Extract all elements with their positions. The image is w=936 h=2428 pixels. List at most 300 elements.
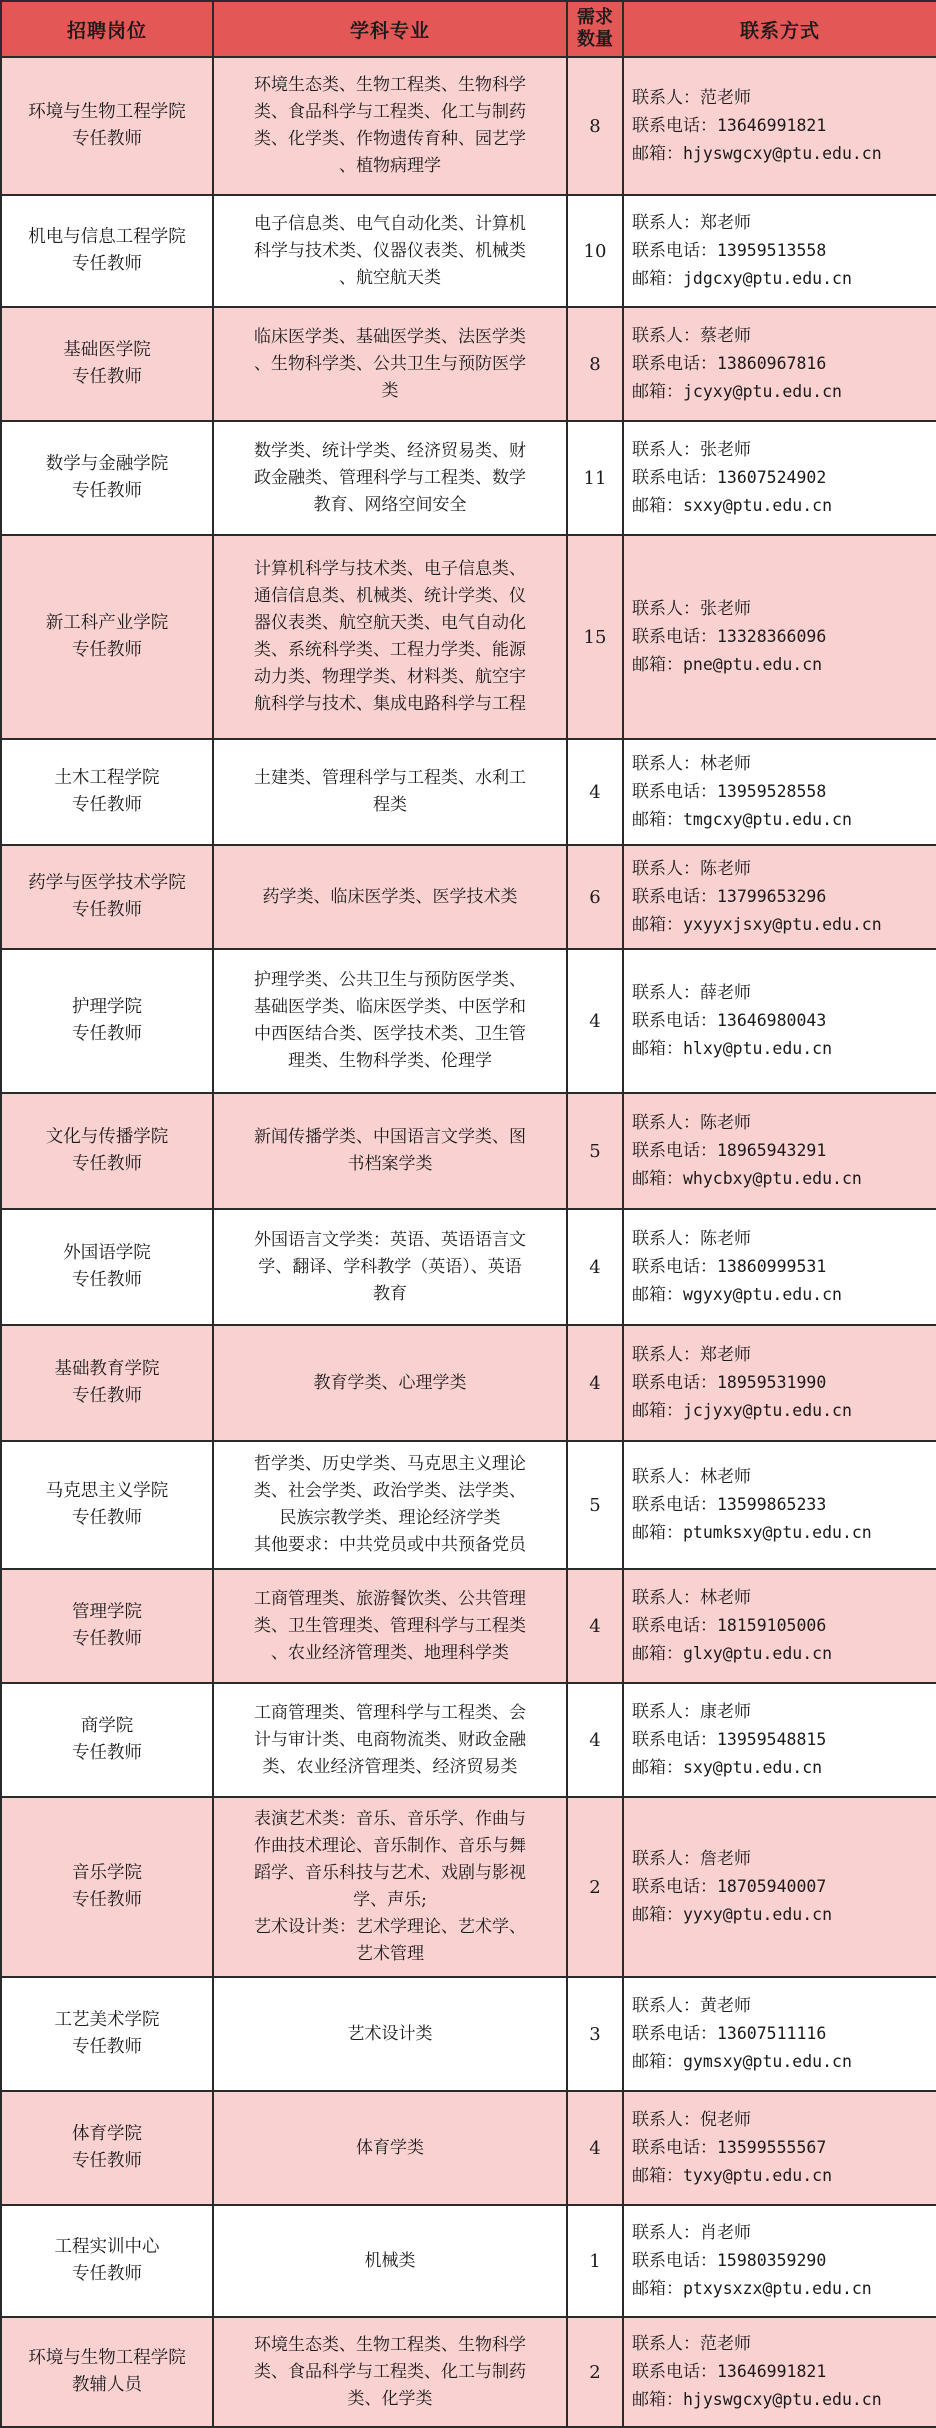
major-cell xyxy=(213,1093,567,1209)
headcount-cell: 15 xyxy=(567,535,623,739)
contact-person-line xyxy=(632,1110,928,1137)
role-name: 专任教师 xyxy=(72,1890,142,1910)
contact-phone-label: 联系电话： xyxy=(632,1615,717,1636)
table-row xyxy=(1,949,936,1093)
role-name: 专任教师 xyxy=(72,795,142,815)
contact-email-line xyxy=(632,806,928,834)
major-cell xyxy=(213,535,567,739)
major-line: 理类、生物科学类、伦理学 xyxy=(288,1051,492,1071)
contact-person-line xyxy=(632,1342,928,1369)
table-row xyxy=(1,1683,936,1797)
major-line: 哲学类、历史学类、马克思主义理论 xyxy=(254,1454,526,1474)
contact-person-label: 联系人： xyxy=(632,753,700,774)
department-name: 药学与医学技术学院 xyxy=(28,873,186,893)
headcount-cell: 2 xyxy=(567,2317,623,2427)
contact-person-label: 联系人： xyxy=(632,858,700,879)
contact-email: glxy@ptu.edu.cn xyxy=(683,1643,833,1663)
contact-email-label: 邮箱： xyxy=(632,1038,683,1059)
table-row xyxy=(1,307,936,421)
contact-person-label: 联系人： xyxy=(632,2333,700,2354)
department-name: 环境与生物工程学院 xyxy=(28,2348,186,2368)
department-name: 马克思主义学院 xyxy=(45,1481,169,1501)
contact-phone: 18959531990 xyxy=(717,1372,827,1392)
contact-person: 薛老师 xyxy=(700,982,751,1003)
contact-email-label: 邮箱： xyxy=(632,1643,683,1664)
contact-email-line xyxy=(632,1281,928,1309)
headcount-cell: 4 xyxy=(567,1569,623,1683)
major-cell xyxy=(213,1441,567,1569)
contact-phone: 13860967816 xyxy=(717,353,827,373)
contact-email: jcjyxy@ptu.edu.cn xyxy=(683,1400,852,1420)
contact-person-line xyxy=(632,980,928,1007)
major-line: 通信信息类、机械类、统计学类、仪 xyxy=(254,586,526,606)
major-line: 中西医结合类、医学技术类、卫生管 xyxy=(254,1024,526,1044)
department-name: 数学与金融学院 xyxy=(45,454,169,474)
contact-person-line xyxy=(632,1993,928,2020)
contact-phone-line xyxy=(632,1612,928,1640)
major-line: 电子信息类、电气自动化类、计算机 xyxy=(254,213,526,234)
headcount-cell: 8 xyxy=(567,57,623,195)
contact-phone-line xyxy=(632,1369,928,1397)
department-name: 管理学院 xyxy=(72,1602,142,1622)
contact-person: 林老师 xyxy=(700,753,751,774)
contact-email: jdgcxy@ptu.edu.cn xyxy=(683,268,852,288)
major-line: 环境生态类、生物工程类、生物科学 xyxy=(254,75,526,95)
contact-phone: 18159105006 xyxy=(717,1615,827,1635)
contact-person-label: 联系人： xyxy=(632,598,700,619)
major-line: 类、卫生管理类、管理科学与工程类 xyxy=(254,1615,526,1636)
contact-email-line xyxy=(632,2275,928,2303)
major-cell xyxy=(213,2091,567,2205)
contact-person: 范老师 xyxy=(700,2333,751,2354)
major-cell xyxy=(213,1683,567,1797)
contact-phone-line xyxy=(632,1873,928,1901)
contact-person-line xyxy=(632,1585,928,1612)
contact-phone-label: 联系电话： xyxy=(632,886,717,907)
position-cell xyxy=(1,1441,213,1569)
contact-email: pne@ptu.edu.cn xyxy=(683,654,823,674)
contact-email-line xyxy=(632,1901,928,1929)
role-name: 专任教师 xyxy=(72,1508,142,1528)
department-name: 音乐学院 xyxy=(72,1863,142,1883)
major-line: 、生物科学类、公共卫生与预防医学 xyxy=(254,353,526,374)
major-line: 、航空航天类 xyxy=(339,267,441,288)
major-line: 类、食品科学与工程类、化工与制药 xyxy=(254,2361,526,2382)
position-cell xyxy=(1,1569,213,1683)
major-line: 外国语言文学类：英语、英语语言文 xyxy=(254,1229,526,1250)
contact-email-label: 邮箱： xyxy=(632,268,683,289)
position-cell xyxy=(1,1797,213,1977)
header-row xyxy=(1,1,936,57)
contact-cell xyxy=(623,739,936,845)
major-line: 基础医学类、临床医学类、中医学和 xyxy=(254,997,526,1017)
position-cell xyxy=(1,1977,213,2091)
contact-email-line xyxy=(632,1519,928,1547)
major-line: 临床医学类、基础医学类、法医学类 xyxy=(254,326,526,347)
role-name: 专任教师 xyxy=(72,1154,142,1174)
major-cell xyxy=(213,1569,567,1683)
major-line: 、农业经济管理类、地理科学类 xyxy=(271,1642,509,1663)
contact-email-label: 邮箱： xyxy=(632,1400,683,1421)
contact-email-line xyxy=(632,1754,928,1782)
header-contact: 联系方式 xyxy=(623,1,936,57)
contact-person-label: 联系人： xyxy=(632,2109,700,2130)
major-line: 类 xyxy=(381,380,399,401)
contact-person: 张老师 xyxy=(700,439,751,460)
position-cell xyxy=(1,57,213,195)
contact-phone: 13799653296 xyxy=(717,886,827,906)
headcount-cell: 4 xyxy=(567,1209,623,1325)
contact-person: 黄老师 xyxy=(700,1995,751,2016)
contact-email-line xyxy=(632,651,928,679)
contact-phone-line xyxy=(632,2247,928,2275)
contact-email-line xyxy=(632,1035,928,1063)
headcount-cell: 5 xyxy=(567,1441,623,1569)
position-cell xyxy=(1,1325,213,1441)
table-row xyxy=(1,2091,936,2205)
major-cell xyxy=(213,739,567,845)
role-name: 专任教师 xyxy=(72,254,142,274)
major-line: 教育、网络空间安全 xyxy=(313,494,467,515)
contact-person-line xyxy=(632,1226,928,1253)
major-line: 学、翻译、学科教学（英语）、英语 xyxy=(258,1256,522,1277)
contact-person-line xyxy=(632,2220,928,2247)
major-cell xyxy=(213,195,567,307)
contact-person-line xyxy=(632,85,928,112)
major-cell xyxy=(213,2317,567,2427)
contact-phone: 15980359290 xyxy=(717,2250,827,2270)
major-cell xyxy=(213,307,567,421)
contact-person-line xyxy=(632,2107,928,2134)
contact-phone-line xyxy=(632,112,928,140)
position-cell xyxy=(1,1209,213,1325)
major-line: 蹈学、音乐科技与艺术、戏剧与影视 xyxy=(254,1863,526,1883)
major-line: 作曲技术理论、音乐制作、音乐与舞 xyxy=(254,1836,526,1856)
major-line: 艺术设计类 xyxy=(347,2023,433,2044)
table-row xyxy=(1,195,936,307)
major-line: 、植物病理学 xyxy=(339,156,441,176)
contact-person-line xyxy=(632,1699,928,1726)
contact-email-line xyxy=(632,1397,928,1425)
contact-phone: 13607511116 xyxy=(717,2023,827,2043)
contact-cell xyxy=(623,2091,936,2205)
contact-email-label: 邮箱： xyxy=(632,809,683,830)
position-cell xyxy=(1,2205,213,2317)
contact-person-label: 联系人： xyxy=(632,1701,700,1722)
contact-phone-label: 联系电话： xyxy=(632,240,717,261)
contact-phone-label: 联系电话： xyxy=(632,1876,717,1897)
contact-email: jcyxy@ptu.edu.cn xyxy=(683,381,842,401)
role-name: 专任教师 xyxy=(72,2037,142,2057)
major-line: 航科学与技术、集成电路科学与工程 xyxy=(254,694,526,714)
contact-phone-label: 联系电话： xyxy=(632,781,717,802)
table-row xyxy=(1,1977,936,2091)
contact-phone-label: 联系电话： xyxy=(632,1729,717,1750)
contact-email-label: 邮箱： xyxy=(632,381,683,402)
table-row xyxy=(1,421,936,535)
department-name: 工艺美术学院 xyxy=(54,2010,160,2030)
contact-cell xyxy=(623,1325,936,1441)
major-line: 艺术设计类：艺术学理论、艺术学、 xyxy=(254,1917,526,1937)
contact-person-label: 联系人： xyxy=(632,1587,700,1608)
contact-email-label: 邮箱： xyxy=(632,654,683,675)
contact-email-line xyxy=(632,2048,928,2076)
contact-person-label: 联系人： xyxy=(632,1995,700,2016)
contact-cell xyxy=(623,535,936,739)
contact-person-label: 联系人： xyxy=(632,439,700,460)
major-line: 学、声乐; xyxy=(353,1890,427,1910)
major-line: 机械类 xyxy=(364,2250,416,2271)
department-name: 基础教育学院 xyxy=(54,1359,160,1379)
contact-phone: 13646991821 xyxy=(717,2361,827,2381)
contact-cell xyxy=(623,949,936,1093)
major-line: 书档案学类 xyxy=(347,1154,433,1174)
contact-phone: 18705940007 xyxy=(717,1876,827,1896)
contact-person: 郑老师 xyxy=(700,1344,751,1365)
role-name: 专任教师 xyxy=(72,1024,142,1044)
headcount-cell: 4 xyxy=(567,739,623,845)
major-cell xyxy=(213,57,567,195)
contact-email: hjyswgcxy@ptu.edu.cn xyxy=(683,2389,882,2409)
contact-email: ptxysxzx@ptu.edu.cn xyxy=(683,2278,872,2298)
contact-person-label: 联系人： xyxy=(632,1466,700,1487)
table-row xyxy=(1,2205,936,2317)
major-line: 民族宗教学类、理论经济学类 xyxy=(279,1508,501,1528)
department-name: 新工科产业学院 xyxy=(45,613,169,633)
major-line: 类、食品科学与工程类、化工与制药 xyxy=(254,102,526,122)
table-header xyxy=(1,1,936,57)
department-name: 外国语学院 xyxy=(63,1243,151,1263)
role-name: 专任教师 xyxy=(72,1743,142,1763)
contact-person-label: 联系人： xyxy=(632,87,700,108)
major-line: 动力类、物理学类、材料类、航空宇 xyxy=(254,667,526,687)
contact-cell xyxy=(623,1683,936,1797)
table-body xyxy=(1,57,936,2427)
major-line: 体育学类 xyxy=(356,2137,424,2158)
contact-phone-line xyxy=(632,1491,928,1519)
major-line: 教育 xyxy=(373,1283,407,1304)
contact-cell xyxy=(623,195,936,307)
contact-person: 倪老师 xyxy=(700,2109,751,2130)
headcount-cell: 5 xyxy=(567,1093,623,1209)
major-cell xyxy=(213,2205,567,2317)
department-name: 文化与传播学院 xyxy=(45,1127,169,1147)
contact-email: wgyxy@ptu.edu.cn xyxy=(683,1284,842,1304)
contact-person-line xyxy=(632,1464,928,1491)
contact-cell xyxy=(623,1441,936,1569)
headcount-cell: 4 xyxy=(567,1325,623,1441)
major-line: 计算机科学与技术类、电子信息类、 xyxy=(254,559,526,579)
contact-person-line xyxy=(632,2331,928,2358)
contact-phone-line xyxy=(632,623,928,651)
position-cell xyxy=(1,2091,213,2205)
header-count xyxy=(567,1,623,57)
contact-person: 郑老师 xyxy=(700,212,751,233)
contact-phone: 13599555567 xyxy=(717,2137,827,2157)
contact-person: 康老师 xyxy=(700,1701,751,1722)
contact-email-label: 邮箱： xyxy=(632,143,683,164)
role-name: 专任教师 xyxy=(72,900,142,920)
contact-email-line xyxy=(632,1165,928,1193)
major-line: 药学类、临床医学类、医学技术类 xyxy=(262,886,518,907)
contact-phone-line xyxy=(632,1253,928,1281)
contact-cell xyxy=(623,845,936,949)
contact-person-line xyxy=(632,856,928,883)
major-line: 教育学类、心理学类 xyxy=(313,1372,467,1393)
contact-person: 詹老师 xyxy=(700,1848,751,1869)
contact-phone-line xyxy=(632,2134,928,2162)
table-row xyxy=(1,739,936,845)
contact-phone-line xyxy=(632,1007,928,1035)
major-line: 类、化学类 xyxy=(347,2388,433,2409)
contact-phone-line xyxy=(632,237,928,265)
major-cell xyxy=(213,1325,567,1441)
contact-cell xyxy=(623,1797,936,1977)
position-cell xyxy=(1,739,213,845)
department-name: 环境与生物工程学院 xyxy=(28,102,186,122)
contact-person: 陈老师 xyxy=(700,1112,751,1133)
role-name: 专任教师 xyxy=(72,1629,142,1649)
major-line: 类、农业经济管理类、经济贸易类 xyxy=(262,1756,518,1777)
contact-person: 陈老师 xyxy=(700,858,751,879)
contact-person-label: 联系人： xyxy=(632,982,700,1003)
contact-phone-label: 联系电话： xyxy=(632,1372,717,1393)
contact-email-label: 邮箱： xyxy=(632,1168,683,1189)
table-row xyxy=(1,1569,936,1683)
contact-phone: 13646980043 xyxy=(717,1010,827,1030)
major-line: 工商管理类、管理科学与工程类、会 xyxy=(254,1702,526,1723)
table-row xyxy=(1,2317,936,2427)
contact-person: 范老师 xyxy=(700,87,751,108)
major-line: 环境生态类、生物工程类、生物科学 xyxy=(254,2334,526,2355)
contact-email: gymsxy@ptu.edu.cn xyxy=(683,2051,852,2071)
department-name: 基础医学院 xyxy=(63,340,151,360)
position-cell xyxy=(1,845,213,949)
headcount-cell: 2 xyxy=(567,1797,623,1977)
major-line: 艺术管理 xyxy=(356,1944,424,1964)
contact-email-label: 邮箱： xyxy=(632,1904,683,1925)
major-line: 护理学类、公共卫生与预防医学类、 xyxy=(254,970,526,990)
headcount-cell: 4 xyxy=(567,2091,623,2205)
position-cell xyxy=(1,535,213,739)
major-cell xyxy=(213,949,567,1093)
contact-cell xyxy=(623,2205,936,2317)
contact-person-label: 联系人： xyxy=(632,1344,700,1365)
contact-person-line xyxy=(632,751,928,778)
header-position: 招聘岗位 xyxy=(1,1,213,57)
contact-cell xyxy=(623,1569,936,1683)
contact-email-line xyxy=(632,265,928,293)
contact-phone-label: 联系电话： xyxy=(632,1140,717,1161)
role-name: 专任教师 xyxy=(72,481,142,501)
major-line: 土建类、管理科学与工程类、水利工 xyxy=(254,768,526,788)
role-name: 专任教师 xyxy=(72,367,142,387)
contact-email: tmgcxy@ptu.edu.cn xyxy=(683,809,852,829)
headcount-cell: 8 xyxy=(567,307,623,421)
contact-email-label: 邮箱： xyxy=(632,495,683,516)
role-name: 专任教师 xyxy=(72,1386,142,1406)
table-row xyxy=(1,1325,936,1441)
major-line: 其他要求：中共党员或中共预备党员 xyxy=(254,1535,526,1555)
headcount-cell: 1 xyxy=(567,2205,623,2317)
contact-phone-line xyxy=(632,464,928,492)
role-name: 专任教师 xyxy=(72,640,142,660)
table-row xyxy=(1,1209,936,1325)
major-line: 新闻传播学类、中国语言文学类、图 xyxy=(254,1127,526,1147)
contact-phone: 18965943291 xyxy=(717,1140,827,1160)
contact-email: tyxy@ptu.edu.cn xyxy=(683,2165,833,2185)
contact-phone-label: 联系电话： xyxy=(632,2361,717,2382)
contact-phone-label: 联系电话： xyxy=(632,2250,717,2271)
contact-email: hlxy@ptu.edu.cn xyxy=(683,1038,833,1058)
major-line: 政金融类、管理科学与工程类、数学 xyxy=(254,467,526,488)
contact-email-line xyxy=(632,2162,928,2190)
contact-phone: 13959513558 xyxy=(717,240,827,260)
role-name: 专任教师 xyxy=(72,2264,142,2284)
contact-phone-line xyxy=(632,778,928,806)
role-name: 教辅人员 xyxy=(72,2375,142,2395)
contact-person: 蔡老师 xyxy=(700,325,751,346)
contact-email: sxxy@ptu.edu.cn xyxy=(683,495,833,515)
contact-cell xyxy=(623,57,936,195)
contact-person: 肖老师 xyxy=(700,2222,751,2243)
position-cell xyxy=(1,195,213,307)
contact-person: 林老师 xyxy=(700,1587,751,1608)
contact-person-label: 联系人： xyxy=(632,212,700,233)
contact-person-line xyxy=(632,596,928,623)
contact-email: ptumksxy@ptu.edu.cn xyxy=(683,1522,872,1542)
major-line: 类、化学类、作物遗传育种、园艺学 xyxy=(254,129,526,149)
position-cell xyxy=(1,307,213,421)
contact-cell xyxy=(623,1093,936,1209)
major-line: 类、系统科学类、工程力学类、能源 xyxy=(254,640,526,660)
contact-email-line xyxy=(632,2386,928,2414)
contact-cell xyxy=(623,421,936,535)
contact-phone-line xyxy=(632,2020,928,2048)
contact-email: yxyyxjsxy@ptu.edu.cn xyxy=(683,914,882,934)
header-major: 学科专业 xyxy=(213,1,567,57)
contact-email-label: 邮箱： xyxy=(632,1757,683,1778)
major-cell xyxy=(213,845,567,949)
contact-email-line xyxy=(632,1640,928,1668)
table-row xyxy=(1,845,936,949)
contact-phone-line xyxy=(632,350,928,378)
position-cell xyxy=(1,949,213,1093)
department-name: 商学院 xyxy=(80,1716,134,1736)
contact-email-label: 邮箱： xyxy=(632,1284,683,1305)
contact-phone-line xyxy=(632,1726,928,1754)
position-cell xyxy=(1,2317,213,2427)
contact-email-label: 邮箱： xyxy=(632,1522,683,1543)
role-name: 专任教师 xyxy=(72,129,142,149)
contact-person-label: 联系人： xyxy=(632,325,700,346)
department-name: 护理学院 xyxy=(72,997,142,1017)
table-row xyxy=(1,1441,936,1569)
contact-person-line xyxy=(632,1846,928,1873)
contact-person-label: 联系人： xyxy=(632,1228,700,1249)
contact-person-line xyxy=(632,323,928,350)
contact-phone: 13646991821 xyxy=(717,115,827,135)
contact-email-label: 邮箱： xyxy=(632,914,683,935)
major-line: 工商管理类、旅游餐饮类、公共管理 xyxy=(254,1588,526,1609)
contact-email-label: 邮箱： xyxy=(632,2051,683,2072)
contact-phone-label: 联系电话： xyxy=(632,467,717,488)
contact-phone-label: 联系电话： xyxy=(632,626,717,647)
contact-person: 陈老师 xyxy=(700,1228,751,1249)
headcount-cell: 10 xyxy=(567,195,623,307)
header-count-line1: 需求 xyxy=(577,7,613,28)
contact-cell xyxy=(623,2317,936,2427)
